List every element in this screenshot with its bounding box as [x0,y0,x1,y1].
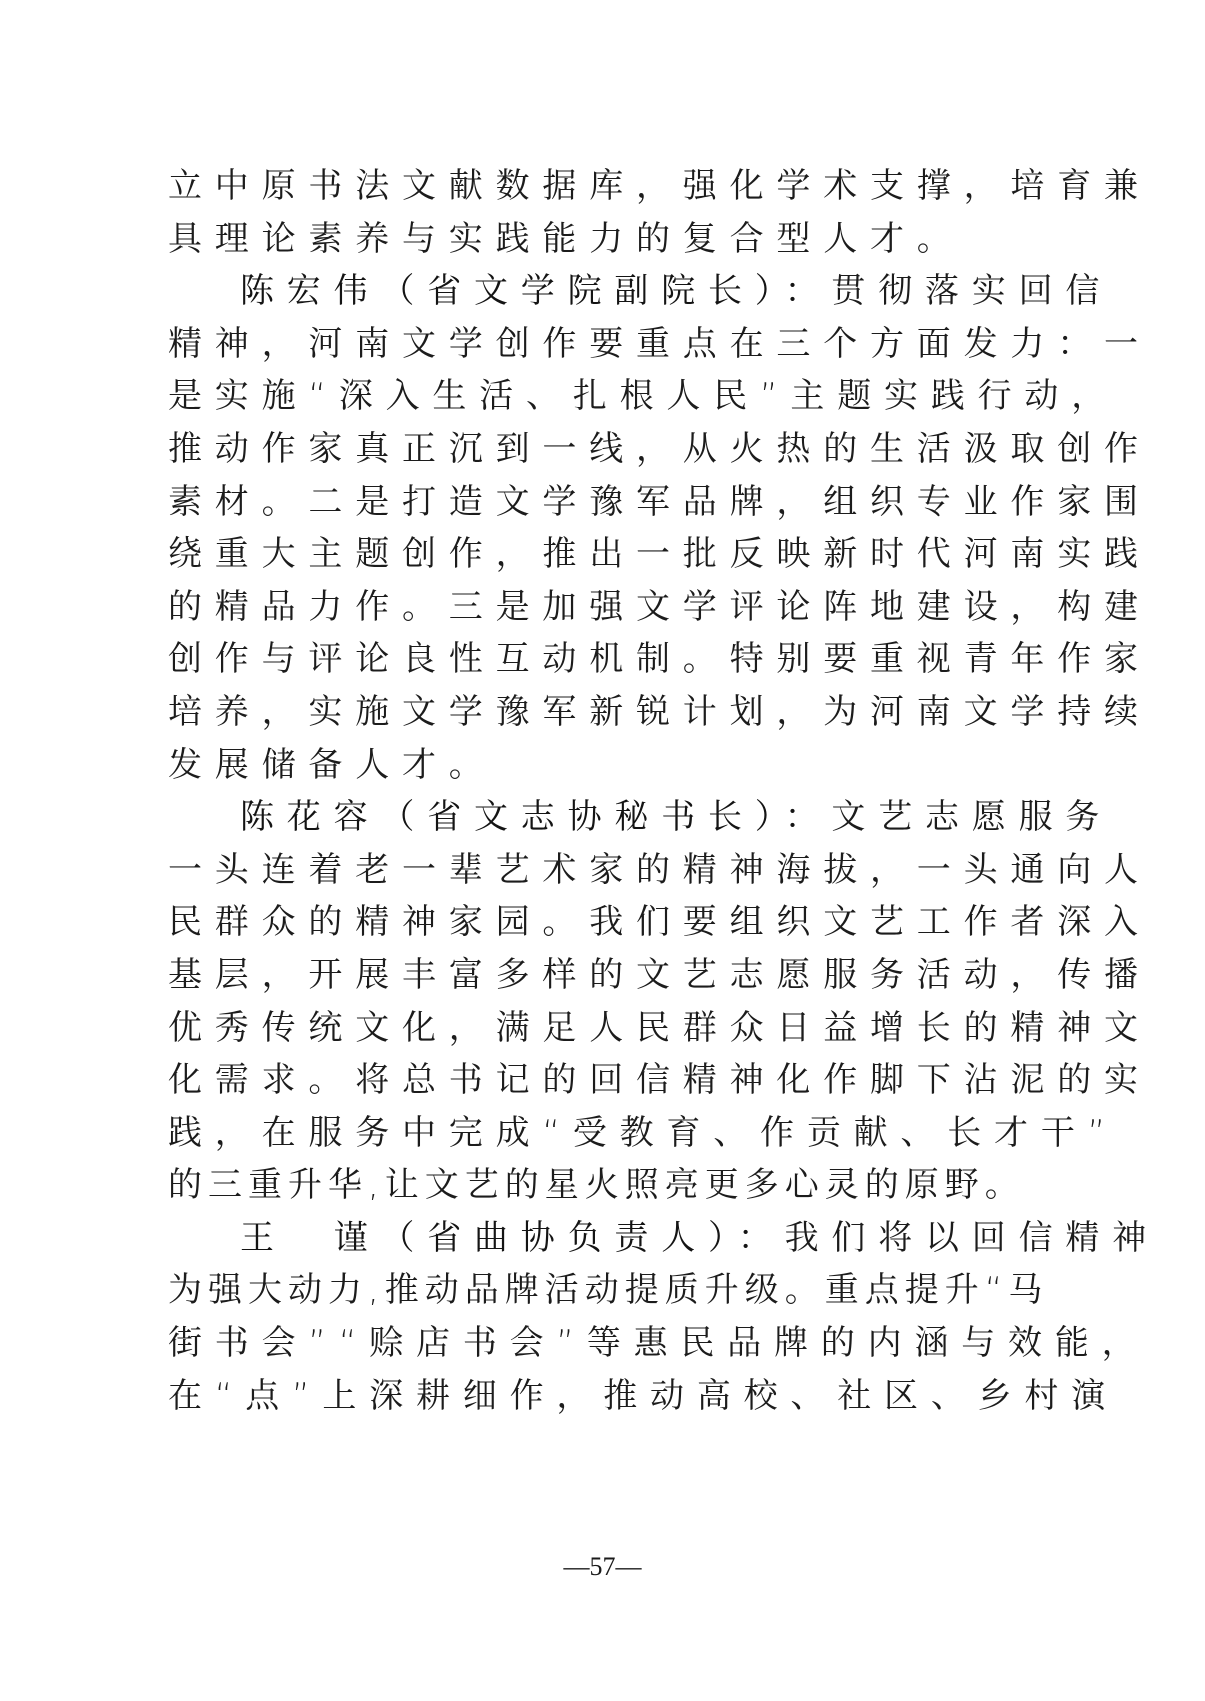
body-text-block [168,160,1160,1422]
paragraph-start-line [168,1212,1160,1265]
body-text-segment: 街书会”“赊店书会”等惠民品牌的内涵与效能， [168,1323,1149,1364]
speaker-label: 陈宏伟（省文学院副院长）： [240,273,832,311]
page-number: —57— [563,1552,642,1581]
text-line [168,1002,1151,1055]
text-line [168,1317,1149,1370]
text-line [168,160,1151,213]
text-line [168,581,1151,634]
body-text-segment: 为强大动力,推动品牌活动提质升级。重点提升“马 [168,1270,1049,1311]
text-line [168,896,1151,949]
body-text-segment: 化需求。将总书记的回信精神化作脚下沾泥的实 [168,1060,1151,1101]
text-line [168,1264,1048,1317]
body-text-segment: 创作与评论良性互动机制。特别要重视青年作家 [168,639,1151,680]
text-line [168,1159,1048,1212]
speaker-label: 陈花容（省文志协秘书长）： [240,799,832,837]
paragraph-start-line [168,791,1113,844]
body-text-segment: 贯彻落实回信 [831,271,1113,312]
text-line [168,528,1151,581]
body-text-segment: 的精品力作。三是加强文学评论阵地建设，构建 [168,586,1151,627]
body-text-segment: 践，在服务中完成“受教育、作贡献、长才干” [168,1112,1119,1153]
body-text-segment: 精神，河南文学创作要重点在三个方面发力：一 [168,323,1151,364]
text-line [168,1370,1119,1423]
text-line [168,739,1048,792]
body-text-segment: 立中原书法文献数据库，强化学术支撑，培育兼 [168,166,1151,206]
body-text-segment: 素材。二是打造文学豫军品牌，组织专业作家围 [168,481,1151,522]
body-text-segment: 推动作家真正沉到一线，从火热的生活汲取创作 [168,428,1151,469]
body-text-segment: 一头连着老一辈艺术家的精神海拔，一头通向人 [168,849,1151,890]
body-text-segment: 我们将以回信精神 [784,1217,1160,1258]
text-line [168,318,1151,371]
body-text-segment: 优秀传统文化，满足人民群众日益增长的精神文 [168,1007,1151,1048]
text-line [168,213,1048,266]
text-line [168,476,1151,529]
body-text-segment: 民群众的精神家园。我们要组织文艺工作者深入 [168,902,1151,943]
body-text-segment: 的三重升华,让文艺的星火照亮更多心灵的原野。 [168,1165,1025,1206]
text-line [168,686,1151,739]
text-line [168,1107,1119,1160]
text-line [168,423,1151,476]
body-text-segment: 具理论素养与实践能力的复合型人才。 [168,218,964,259]
text-line [168,1054,1151,1107]
body-text-segment: 发展储备人才。 [168,744,496,785]
text-line [168,370,1119,423]
body-text-segment: 绕重大主题创作，推出一批反映新时代河南实践 [168,534,1151,575]
body-text-segment: 在“点”上深耕细作，推动高校、社区、乡村演 [168,1375,1119,1416]
body-text-segment: 是实施“深入生活、扎根人民”主题实践行动， [168,376,1119,417]
paragraph-start-line [168,265,1113,318]
body-text-segment: 文艺志愿服务 [831,797,1113,838]
text-line [168,633,1151,686]
speaker-label: 王 谨（省曲协负责人）： [240,1219,785,1257]
body-text-segment: 基层，开展丰富多样的文艺志愿服务活动，传播 [168,954,1151,995]
text-line [168,949,1151,1002]
body-text-segment: 培养，实施文学豫军新锐计划，为河南文学持续 [168,691,1151,732]
text-line [168,844,1151,897]
